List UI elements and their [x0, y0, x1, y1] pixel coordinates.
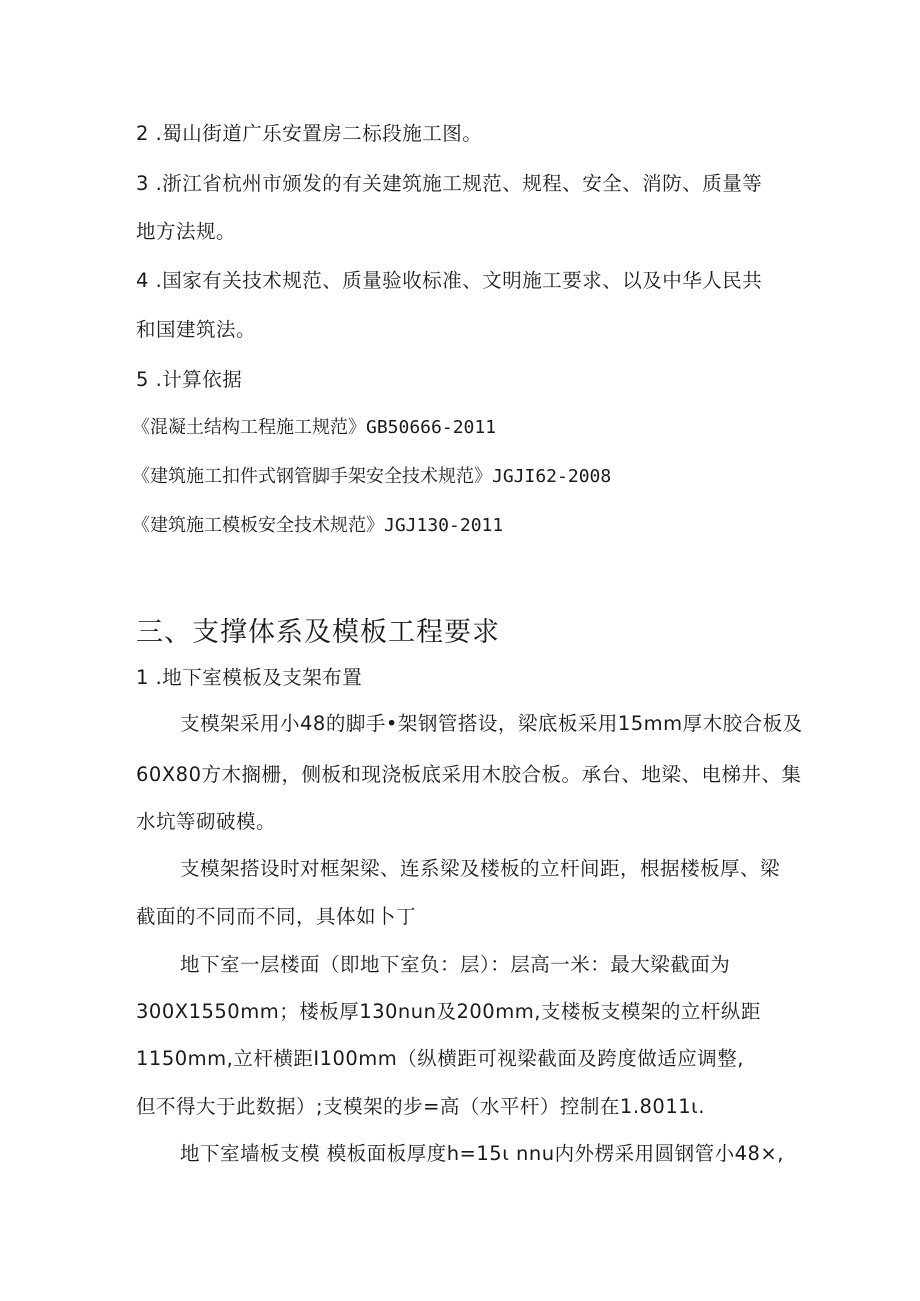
list-item-3-line-1: 3 .浙江省杭州市颁发的有关建筑施工规范、规程、安全、消防、质量等: [136, 172, 763, 195]
list-item-4-line-2: 和国建筑法。: [136, 318, 257, 341]
list-item-3-line-2: 地方法规。: [136, 220, 237, 243]
paragraph-line: 1150mm,立杆横距I100mm（纵横距可视梁截面及跨度做适应调整,: [136, 1047, 744, 1070]
paragraph-line: 60X80方木搁栅，侧板和现浇板底采用木胶合板。承台、地梁、电梯井、集: [136, 763, 802, 786]
paragraph-line: 300X1550mm；楼板厚130nun及200mm,支楼板支模架的立杆纵距: [136, 1000, 761, 1023]
section-heading: 三、支撑体系及模板工程要求: [136, 617, 500, 648]
paragraph-line: 截面的不同而不同，具体如卜丁: [136, 905, 417, 928]
list-item-5: 5 .计算依据: [136, 368, 243, 391]
list-item-2: 2 .蜀山街道广乐安置房二标段施工图。: [136, 122, 483, 145]
paragraph-line: 地下室墙板支模 模板面板厚度h=15ι nnu内外楞采用圆钢管小48×,: [180, 1142, 784, 1165]
list-item-4-line-1: 4 .国家有关技术规范、质量验收标准、文明施工要求、以及中华人民共: [136, 269, 763, 292]
subsection-title: 1 .地下室模板及支架布置: [136, 666, 363, 689]
paragraph-line: 水坑等砌破模。: [136, 810, 277, 833]
paragraph-line: 支模架搭设时对框架梁、连系梁及楼板的立杆间距，根据楼板厚、梁: [180, 857, 781, 880]
paragraph-line: 地下室一层楼面（即地下室负：层）：层高一米：最大梁截面为: [180, 953, 731, 976]
reference-item: 《建筑施工模板安全技术规范》JGJ130-2011: [132, 515, 504, 536]
reference-item: 《混凝土结构工程施工规范》GB50666-2011: [132, 417, 497, 438]
reference-item: 《建筑施工扣件式钢管脚手架安全技术规范》JGJI62-2008: [132, 466, 612, 487]
paragraph-line: 支模架采用小48的脚手•架钢管搭设，梁底板采用15mm厚木胶合板及: [180, 712, 803, 735]
paragraph-line: 但不得大于此数据）;支模架的步=高（水平杆）控制在1.8011ι.: [136, 1095, 705, 1118]
